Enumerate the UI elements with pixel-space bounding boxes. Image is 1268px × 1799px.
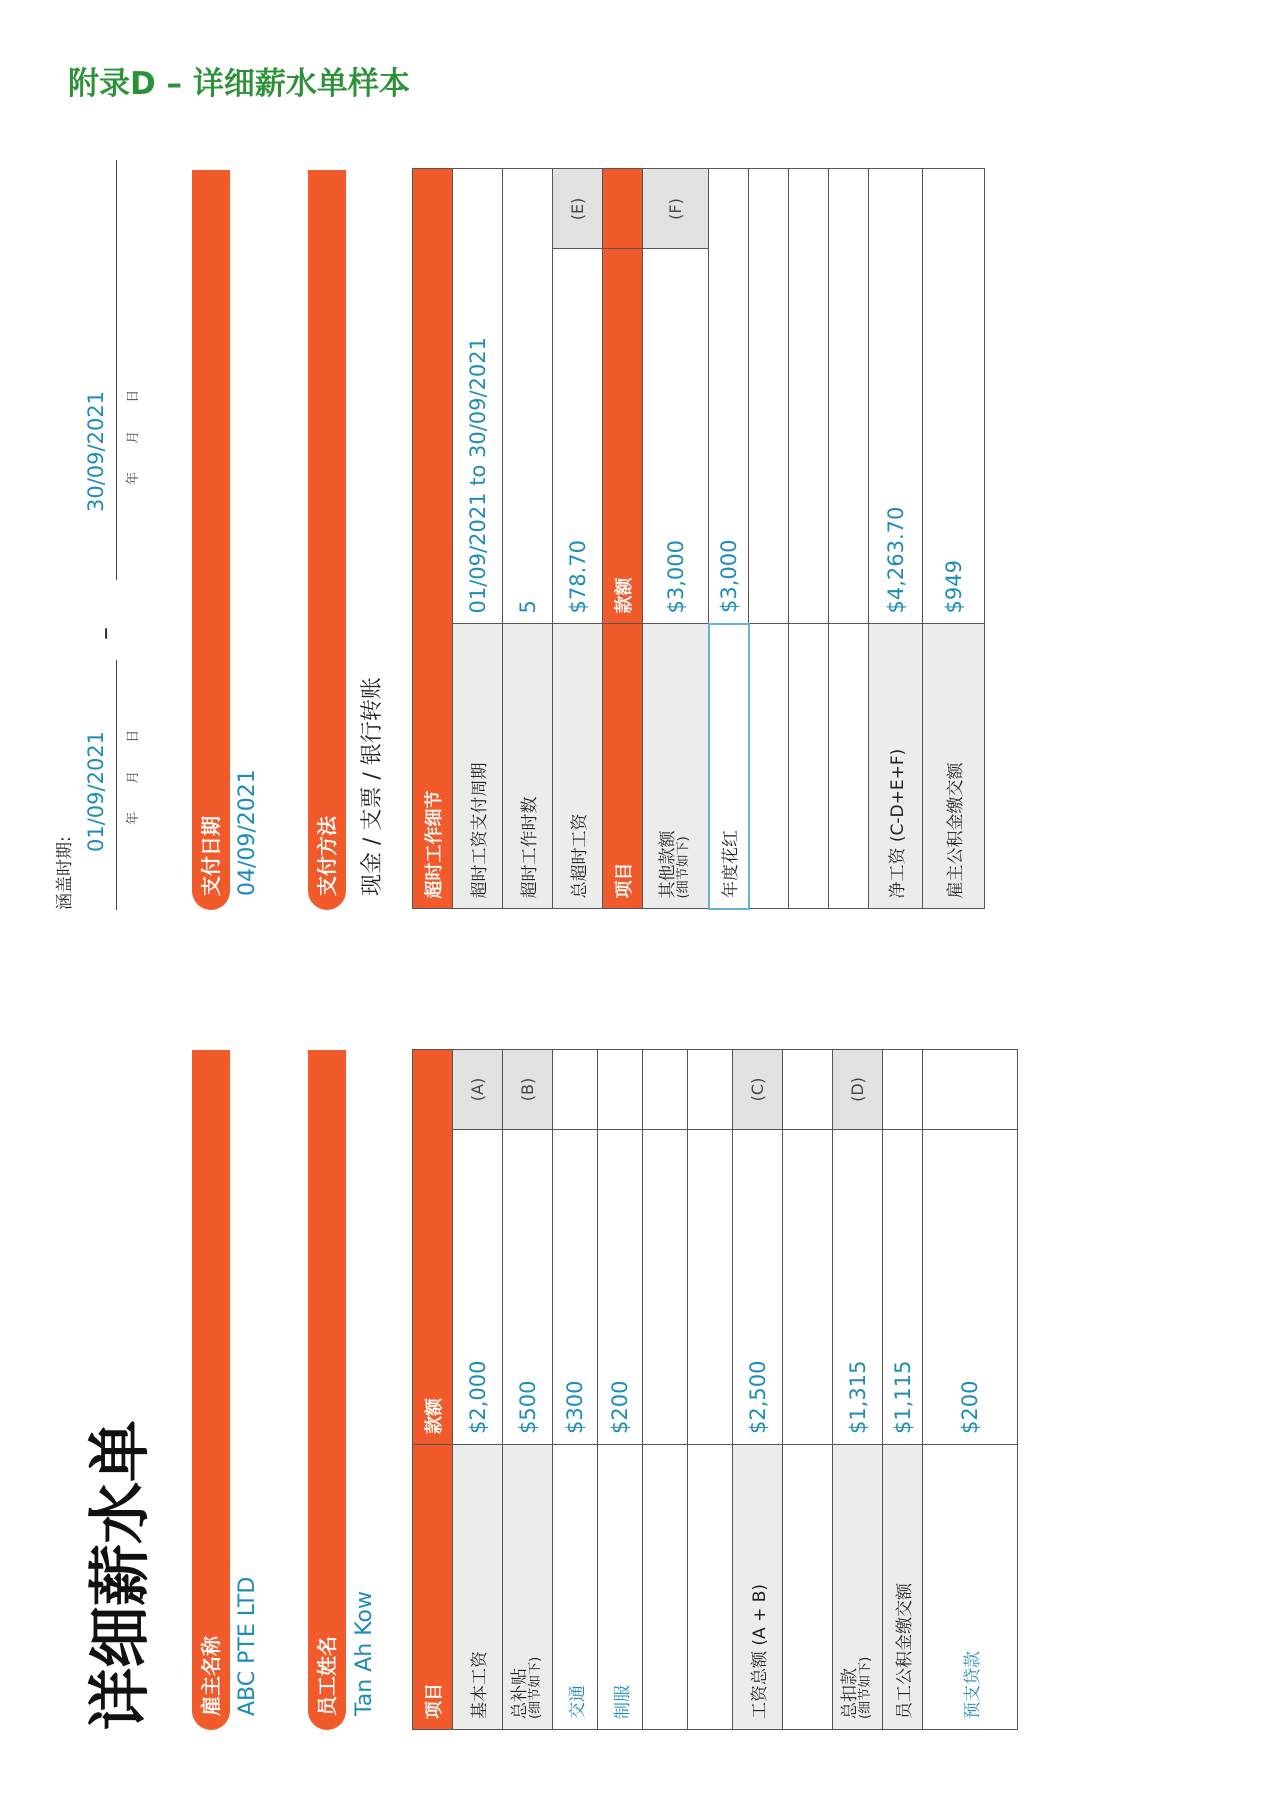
- row-tag: (D): [833, 1050, 883, 1130]
- overtime-table-header: [413, 169, 453, 909]
- row-item: [749, 624, 789, 909]
- employee-label-bar: [308, 1050, 346, 1730]
- row-tag: [883, 1050, 923, 1130]
- row-amount: $200: [598, 1130, 643, 1445]
- row-item: 制服: [598, 1445, 643, 1730]
- period-start-line: [116, 660, 117, 910]
- sub-header-tag: [603, 169, 643, 249]
- row-item: 交通: [553, 1445, 598, 1730]
- row-tag: (C): [733, 1050, 783, 1130]
- row-amount: [783, 1130, 833, 1445]
- employee-label: 员工姓名: [315, 1636, 339, 1716]
- table-row: [643, 169, 709, 909]
- row-amount: $1,115: [883, 1130, 923, 1445]
- row-amount: 01/09/2021 to 30/09/2021: [453, 169, 503, 624]
- row-tag: [783, 1050, 833, 1130]
- row-item: 超时工资支付周期: [453, 624, 503, 909]
- row-item: 年度花红: [709, 624, 749, 909]
- payment-date-label-bar: [192, 170, 230, 910]
- row-tag: (F): [643, 169, 709, 249]
- table-row: [688, 1050, 733, 1730]
- payment-method-label: 支付方法: [315, 816, 339, 896]
- row-item-label: 其他款额: [657, 830, 678, 899]
- sub-header-item: 项目: [603, 624, 643, 909]
- row-amount: [749, 169, 789, 624]
- payment-date-value: 04/09/2021: [235, 769, 260, 896]
- overtime-sub-header: [603, 169, 643, 909]
- row-item: [643, 1445, 688, 1730]
- period-start: 01/09/2021: [84, 730, 108, 852]
- payslip-sheet: [50, 170, 1150, 1730]
- employer-label: 雇主名称: [199, 1636, 223, 1716]
- table-row: [709, 169, 749, 909]
- row-item: [829, 624, 869, 909]
- row-amount: 5: [503, 169, 553, 624]
- row-tag: [598, 1050, 643, 1130]
- table-row: [869, 169, 923, 909]
- row-amount: $300: [553, 1130, 598, 1445]
- row-item: [688, 1445, 733, 1730]
- row-item: [789, 624, 829, 909]
- payment-method-value: 现金 / 支票 / 银行转账: [360, 677, 385, 896]
- row-item-sub: (细节如下): [675, 836, 691, 899]
- table-row: [643, 1050, 688, 1730]
- header-amount: 款额: [413, 1050, 453, 1445]
- page-title: 详细薪水单: [83, 1419, 156, 1730]
- row-amount: $4,263.70: [869, 169, 923, 624]
- table-row: [829, 169, 869, 909]
- overtime-header: 超时工作细节: [413, 169, 453, 909]
- table-row: [749, 169, 789, 909]
- row-amount: $200: [923, 1130, 1018, 1445]
- row-item: 总超时工资: [553, 624, 603, 909]
- table-row: [923, 169, 985, 909]
- row-item-label: 总补贴: [510, 1668, 530, 1719]
- row-item: 基本工资: [453, 1445, 503, 1730]
- main-pay-table: [412, 1049, 1018, 1730]
- period-start-unit: 年 月 日: [126, 717, 141, 825]
- table-row: [923, 1050, 1018, 1730]
- row-amount: [829, 169, 869, 624]
- period-end-unit: 年 月 日: [126, 377, 141, 485]
- table-row: [503, 1050, 553, 1730]
- appendix-title: 附录D – 详细薪水单样本: [68, 66, 410, 102]
- row-tag: [688, 1050, 733, 1130]
- table-row: [598, 1050, 643, 1730]
- row-item: [643, 624, 709, 909]
- main-table-header: [413, 1050, 453, 1730]
- period-end: 30/09/2021: [84, 390, 108, 512]
- row-item: 预支贷款: [923, 1445, 1018, 1730]
- row-item-sub: (细节如下): [858, 1656, 873, 1719]
- table-row: [453, 169, 503, 909]
- period-end-line: [116, 160, 117, 580]
- row-amount: [643, 1130, 688, 1445]
- table-row: [789, 169, 829, 909]
- overtime-table: [412, 169, 985, 911]
- row-amount: $3,000: [643, 249, 709, 624]
- row-amount: [688, 1130, 733, 1445]
- row-item: [783, 1445, 833, 1730]
- row-item: [833, 1445, 883, 1730]
- period-separator: –: [90, 627, 120, 640]
- row-item-label: 总扣款: [840, 1668, 860, 1719]
- table-row: [453, 1050, 503, 1730]
- row-item: [503, 1445, 553, 1730]
- employee-value: Tan Ah Kow: [352, 1591, 377, 1716]
- table-row: [553, 1050, 598, 1730]
- table-row: [733, 1050, 783, 1730]
- row-tag: [553, 1050, 598, 1130]
- row-amount: $2,500: [733, 1130, 783, 1445]
- table-row: [833, 1050, 883, 1730]
- row-item: 雇主公积金缴交额: [923, 624, 985, 909]
- row-amount: $949: [923, 169, 985, 624]
- row-item: 工资总额 (A + B): [733, 1445, 783, 1730]
- row-amount: $78.70: [553, 249, 603, 624]
- row-amount: $3,000: [709, 169, 749, 624]
- payment-date-label: 支付日期: [199, 816, 223, 896]
- row-amount: $2,000: [453, 1130, 503, 1445]
- payment-method-label-bar: [308, 170, 346, 910]
- row-tag: (B): [503, 1050, 553, 1130]
- sub-header-amount: 款额: [603, 249, 643, 624]
- period-label: 涵盖时期:: [55, 836, 75, 910]
- table-row: [883, 1050, 923, 1730]
- row-item: 净工资 (C-D+E+F): [869, 624, 923, 909]
- row-amount: $500: [503, 1130, 553, 1445]
- employer-label-bar: [192, 1050, 230, 1730]
- table-row: [783, 1050, 833, 1730]
- row-amount: $1,315: [833, 1130, 883, 1445]
- row-item: 超时工作时数: [503, 624, 553, 909]
- row-tag: (E): [553, 169, 603, 249]
- table-row: [553, 169, 603, 909]
- row-item: 员工公积金缴交额: [883, 1445, 923, 1730]
- row-tag: [923, 1050, 1018, 1130]
- row-amount: [789, 169, 829, 624]
- row-tag: [643, 1050, 688, 1130]
- row-tag: (A): [453, 1050, 503, 1130]
- row-item-sub: (细节如下): [528, 1656, 543, 1719]
- table-row: [503, 169, 553, 909]
- employer-value: ABC PTE LTD: [235, 1576, 260, 1716]
- header-item: 项目: [413, 1445, 453, 1730]
